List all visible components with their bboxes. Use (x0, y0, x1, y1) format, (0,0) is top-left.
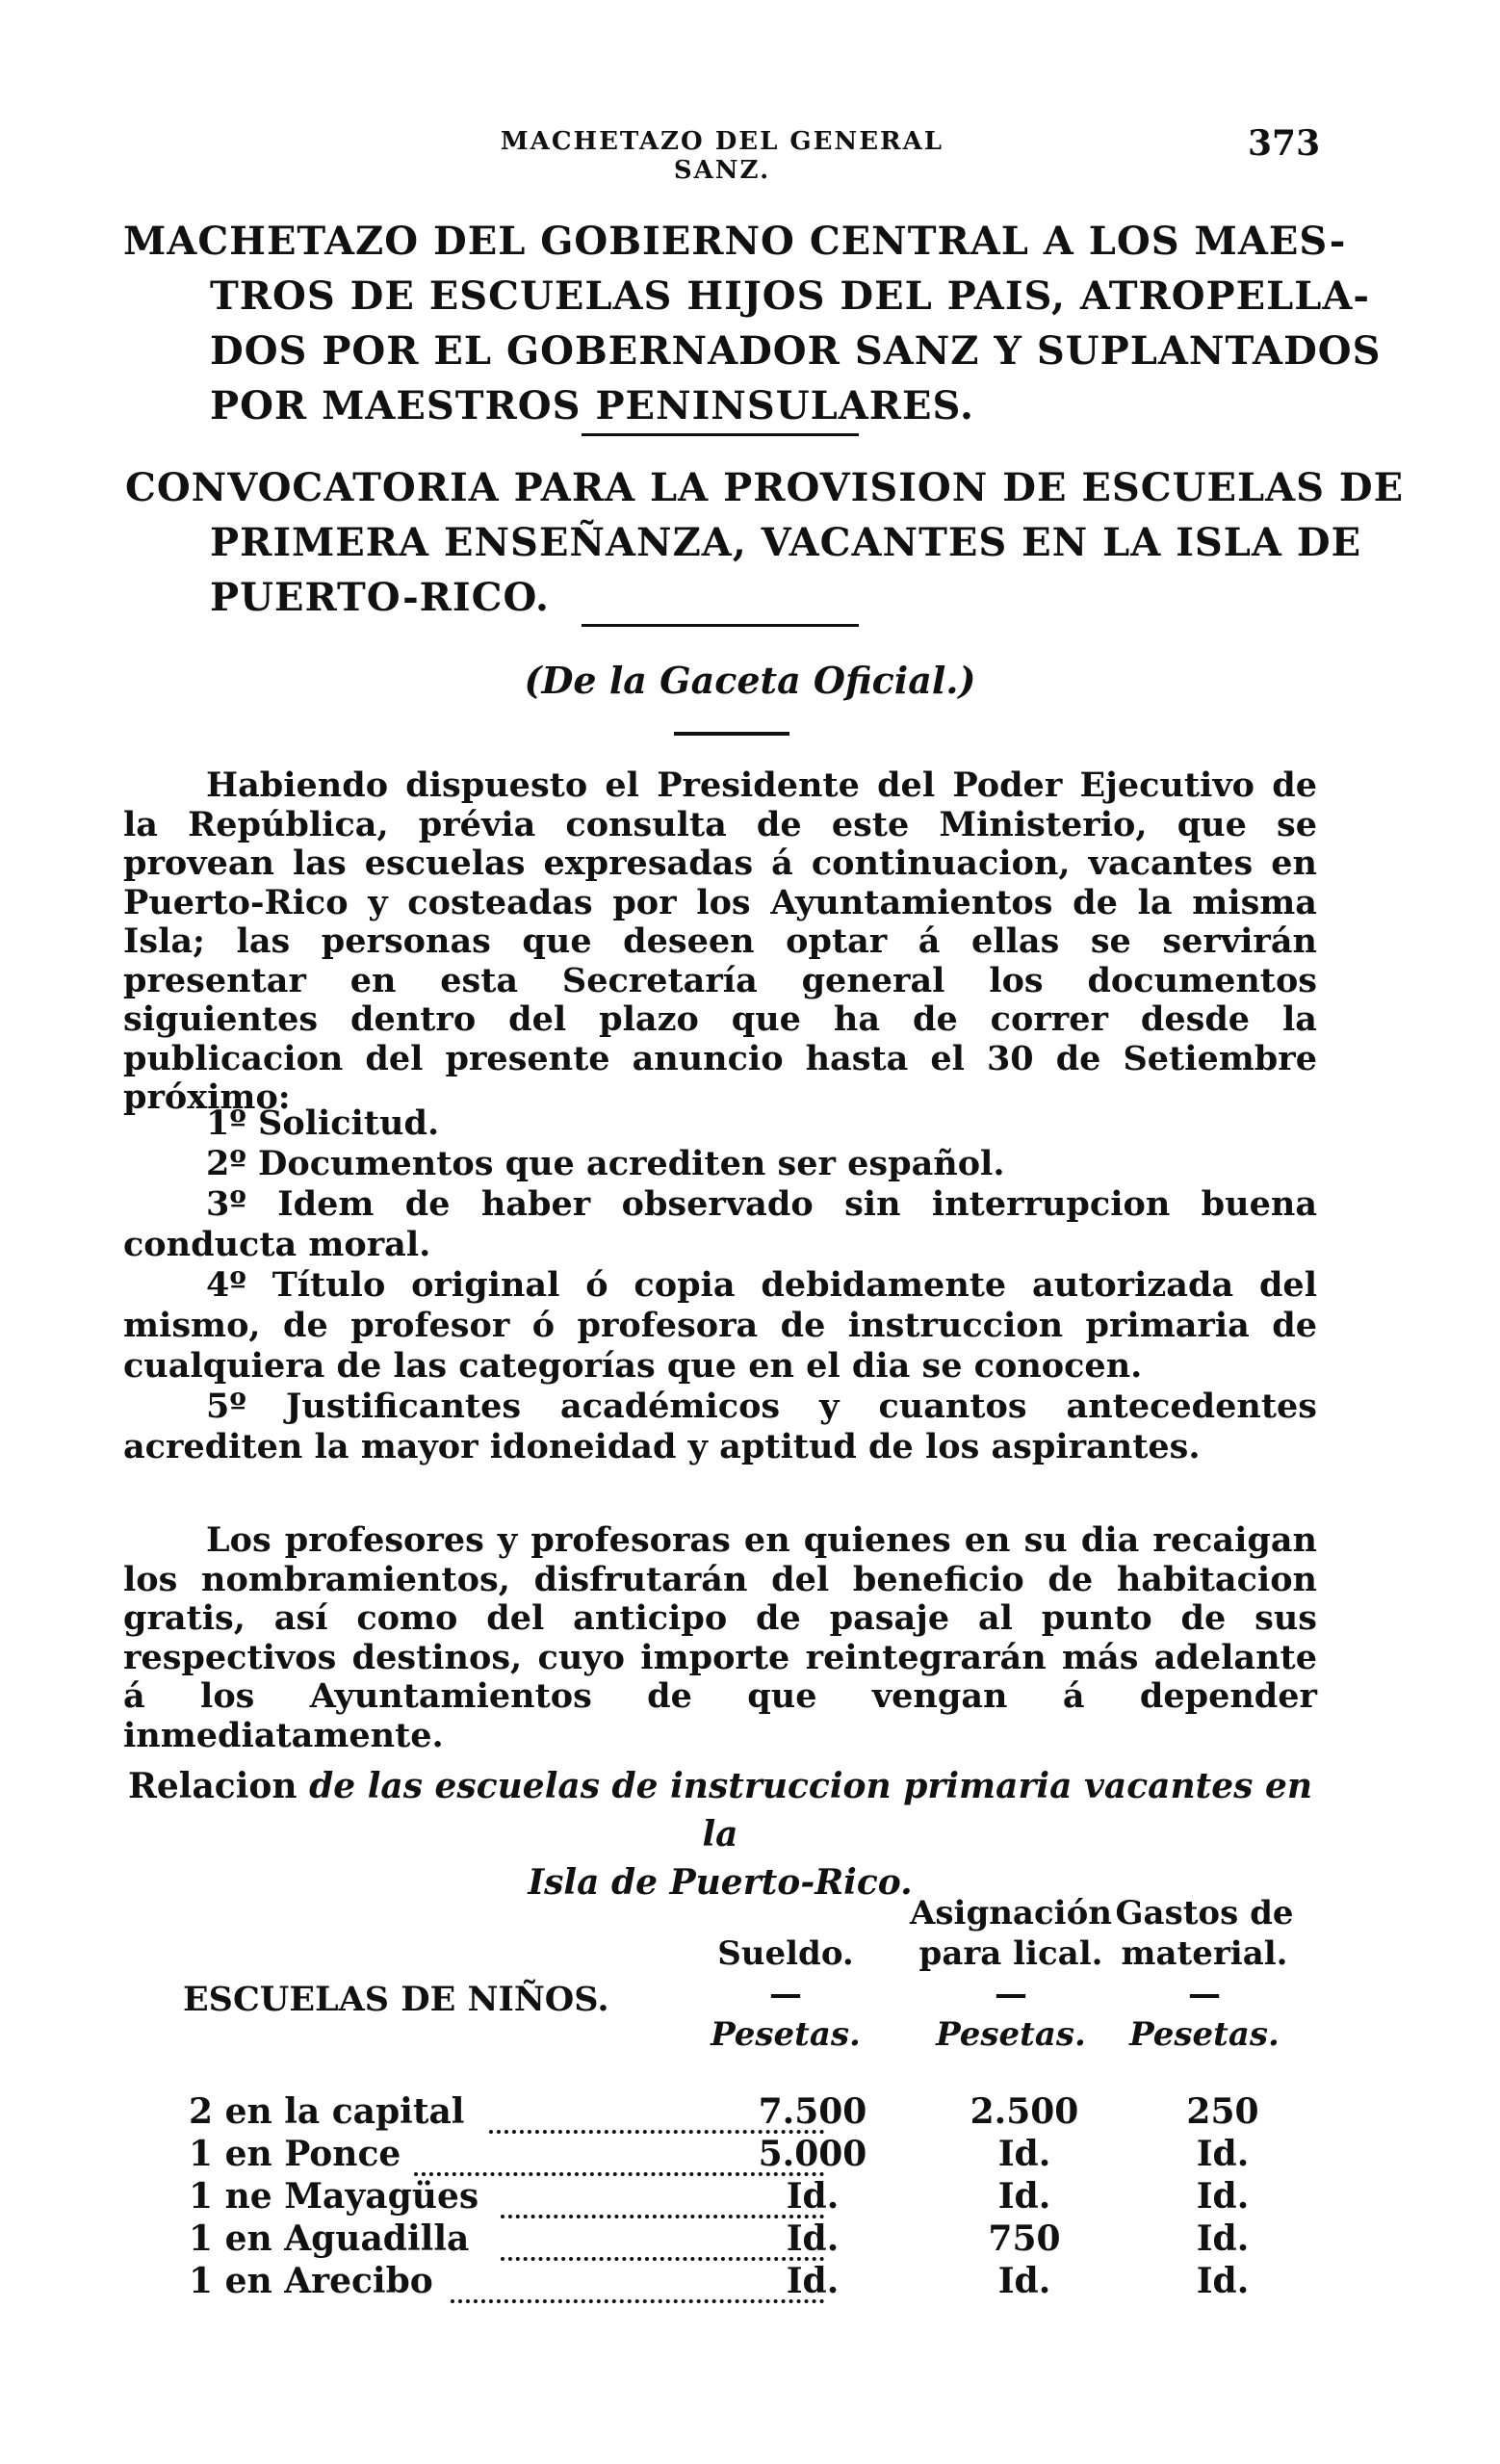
cell-gastos: Id. (1196, 2261, 1250, 2301)
paragraph-text: Los profesores y profesoras en quienes en su dia recaigan los nombramientos, disfrutarán del beneficio de habitacion gratis, así como del anticipo de pasaje al punto de sus respectivos destinos, cuyo importe reintegrarán más adelante á los Ayuntamientos de que vengan á depender inmediatamente. (123, 1520, 1317, 1755)
school-name: 1 en Aguadilla (189, 2218, 470, 2259)
relacion-prefix: Relacion (127, 1766, 297, 1806)
cell-sueldo: 7.500 (758, 2091, 867, 2132)
cell-asignacion: 750 (988, 2218, 1061, 2259)
title-line: POR MAESTROS PENINSULARES. (210, 383, 974, 428)
cell-asignacion: 2.500 (970, 2091, 1079, 2132)
list-item: 1º Solicitud. (206, 1103, 440, 1143)
cell-gastos: 250 (1186, 2091, 1259, 2132)
list-item: 3º Idem de haber observado sin interrupcion buena conducta moral. (123, 1184, 1317, 1264)
table-row (189, 2218, 1344, 2261)
body-paragraph-2 (123, 1521, 1317, 1755)
body-paragraph-1 (123, 766, 1317, 1118)
column-header-sueldo (689, 1933, 882, 2055)
title-line: PUERTO-RICO. (210, 575, 550, 620)
column-label: Gastos de (1115, 1894, 1294, 1932)
divider-rule (582, 433, 859, 436)
list-item: 5º Justificantes académicos y cuantos antecedentes acrediten la mayor idoneidad y aptitud de los aspirantes. (123, 1387, 1317, 1466)
title-line: DOS POR EL GOBERNADOR SANZ Y SUPLANTADOS (210, 328, 1382, 374)
header-dash: — (1188, 1975, 1221, 2013)
cell-sueldo: Id. (786, 2176, 840, 2217)
cell-asignacion: Id. (997, 2261, 1051, 2301)
school-name: 1 en Arecibo (189, 2261, 433, 2301)
short-rule (674, 732, 789, 736)
title-line: MACHETAZO DEL GOBIERNO CENTRAL A LOS MAES- (123, 219, 1347, 264)
column-header-gastos (1094, 1893, 1315, 2055)
relacion-text-line2: Isla de Puerto-Rico. (528, 1862, 913, 1903)
title-machetazo (123, 214, 1382, 433)
table-row (189, 2134, 1344, 2176)
cell-asignacion: Id. (997, 2176, 1051, 2217)
column-label: Asignación (910, 1894, 1112, 1932)
list-item: 4º Título original ó copia debidamente autorizada del mismo, de profesor ó profesora de instruccion primaria de cualquiera de las categorías que en el dia se conocen. (123, 1265, 1317, 1386)
column-unit: Pesetas. (1129, 2015, 1280, 2054)
title-line: PRIMERA ENSEÑANZA, VACANTES EN LA ISLA DE (210, 520, 1362, 565)
table-row (189, 2091, 1344, 2134)
table-row (189, 2176, 1344, 2218)
divider-rule (582, 624, 859, 627)
list-item: 2º Documentos que acrediten ser español. (206, 1144, 1005, 1183)
cell-sueldo: Id. (786, 2218, 840, 2259)
column-unit: Pesetas. (711, 2015, 861, 2054)
table-section-label: ESCUELAS DE NIÑOS. (183, 1980, 609, 2019)
column-unit: Pesetas. (936, 2015, 1086, 2054)
title-line: TROS DE ESCUELAS HIJOS DEL PAIS, ATROPELLA- (210, 273, 1371, 319)
cell-asignacion: Id. (997, 2134, 1051, 2174)
cell-sueldo: Id. (786, 2261, 840, 2301)
table-row (189, 2261, 1344, 2303)
page-number: 373 (1248, 123, 1321, 164)
school-name: 1 en Ponce (189, 2134, 401, 2174)
header-dash: — (769, 1975, 802, 2013)
title-line: CONVOCATORIA PARA LA PROVISION DE ESCUELAS DE (125, 465, 1405, 510)
relacion-heading (123, 1762, 1317, 1906)
running-header: MACHETAZO DEL GENERAL SANZ. (500, 127, 944, 185)
relacion-text: de las escuelas de instruccion primaria vacantes en la (309, 1766, 1313, 1854)
paragraph-text: Habiendo dispuesto el Presidente del Poder Ejecutivo de la República, prévia consulta de este Ministerio, que se provean las escuelas expresadas á continuacion, vacantes en Puerto-Rico y costeadas por los Ayuntamientos de la misma Isla; las personas que deseen optar á ellas se servirán presentar en esta Secretaría general los documentos siguientes dentro del plazo que ha de correr desde la publicacion del presente anuncio hasta el 30 de Setiembre próximo: (123, 765, 1317, 1117)
requirements-list (123, 1103, 1317, 1467)
cell-gastos: Id. (1196, 2176, 1250, 2217)
cell-gastos: Id. (1196, 2218, 1250, 2259)
school-name: 1 ne Mayagües (189, 2176, 479, 2217)
source-citation: (De la Gaceta Oficial.) (524, 659, 976, 702)
cell-sueldo: 5.000 (758, 2134, 867, 2174)
column-label: Sueldo. (717, 1934, 854, 1973)
school-name: 2 en la capital (189, 2091, 465, 2132)
column-label: material. (1121, 1934, 1288, 1973)
header-dash: — (995, 1975, 1027, 2013)
title-convocatoria (125, 460, 1405, 625)
cell-gastos: Id. (1196, 2134, 1250, 2174)
column-label: para lical. (918, 1934, 1103, 1973)
